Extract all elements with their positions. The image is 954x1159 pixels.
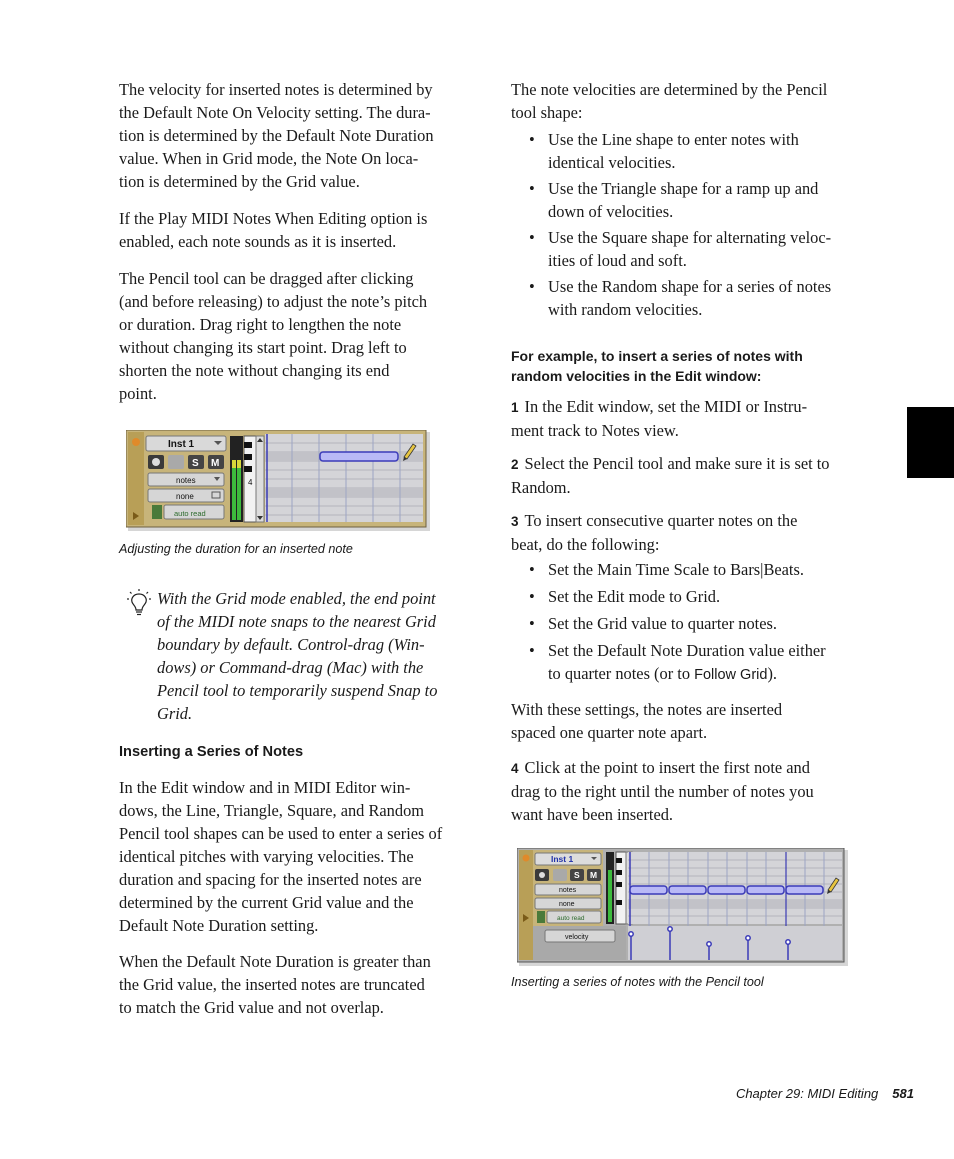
figure-caption-2: Inserting a series of notes with the Pencil tool <box>511 975 764 989</box>
midi-note[interactable] <box>630 886 667 894</box>
paragraph-pencil-drag: The Pencil tool can be dragged after clicking (and before releasing) to adjust the note’s pitch or duration. Drag right to lengthen the note without changing its start point. Drag left to shorten the note without changing its end point. <box>119 269 428 403</box>
paragraph-duration-truncate: When the Default Note Duration is greater than the Grid value, the inserted notes are truncated to match the Grid value and not overlap. <box>119 952 431 1017</box>
paragraph-settings-result: With these settings, the notes are inserted spaced one quarter note apart. <box>511 700 783 742</box>
svg-text:notes: notes <box>559 887 577 894</box>
vertical-scrollbar[interactable] <box>256 436 264 522</box>
svg-text:4: 4 <box>248 478 253 487</box>
velocity-stalk[interactable] <box>707 942 711 946</box>
automation-icon <box>537 911 545 923</box>
velocity-stalk[interactable] <box>629 932 633 936</box>
chapter-title: Chapter 29: MIDI Editing <box>735 1086 879 1101</box>
svg-text:auto read: auto read <box>557 915 585 922</box>
step-4: 4 Click at the point to insert the first note and drag to the right until the number of notes you want have been inserted. <box>511 758 814 824</box>
list-item: • Use the Line shape to enter notes with identical velocities. <box>511 128 881 174</box>
step-2: 2 Select the Pencil tool and make sure it is set to Random. <box>511 454 830 497</box>
velocity-stalk[interactable] <box>746 936 750 940</box>
midi-note[interactable] <box>708 886 745 894</box>
svg-text:M: M <box>590 870 598 880</box>
paragraph-velocity-shape: The note velocities are determined by the Pencil tool shape: <box>511 80 828 122</box>
svg-text:none: none <box>559 901 575 908</box>
step-3: 3 To insert consecutive quarter notes on the beat, do the following: <box>511 511 798 554</box>
input-button[interactable] <box>168 455 184 469</box>
svg-text:auto read: auto read <box>174 509 206 518</box>
track-menu-icon[interactable] <box>523 855 530 862</box>
tip-grid-snap: With the Grid mode enabled, the end point of the MIDI note snaps to the nearest Grid boundary by default. Control-drag (Win- dows) or Command-drag (Mac) with the Pencil tool to temporarily suspend Snap to Grid. <box>157 589 438 723</box>
track-name: Inst 1 <box>168 439 195 450</box>
svg-text:S: S <box>574 870 580 880</box>
chapter-thumb-tab <box>907 407 954 478</box>
figure-series-notes <box>517 848 849 967</box>
tip-lightbulb-icon <box>126 588 152 618</box>
list-item: • Set the Grid value to quarter notes. <box>511 612 881 635</box>
svg-text:S: S <box>192 458 199 469</box>
svg-text:M: M <box>211 458 220 469</box>
list-item: • Set the Main Time Scale to Bars|Beats. <box>511 558 881 581</box>
list-item: • Set the Edit mode to Grid. <box>511 585 881 608</box>
example-heading: For example, to insert a series of notes with random velocities in the Edit window: <box>511 348 803 384</box>
page-number: 581 <box>892 1086 914 1101</box>
automation-icon <box>152 505 162 519</box>
midi-note[interactable] <box>786 886 823 894</box>
track-menu-icon[interactable] <box>132 438 140 446</box>
list-item: • Set the Default Note Duration value either to quarter notes (or to Follow Grid). <box>511 639 881 687</box>
figure-adjust-duration <box>126 430 431 532</box>
midi-note[interactable] <box>320 452 398 461</box>
list-item: • Use the Square shape for alternating veloc- ities of loud and soft. <box>511 226 881 272</box>
input-button[interactable] <box>553 869 567 881</box>
shape-bullet-list <box>511 128 881 321</box>
page-footer <box>736 1086 914 1101</box>
midi-note[interactable] <box>747 886 784 894</box>
paragraph-velocity-intro: The velocity for inserted notes is determined by the Default Note On Velocity setting. The dura- tion is determined by the Default Note Duration value. When in Grid mode, the Note On loca- tion is determined by the Grid value. <box>119 80 434 191</box>
figure-caption-1: Adjusting the duration for an inserted note <box>119 542 353 556</box>
velocity-stalk[interactable] <box>668 927 672 931</box>
paragraph-play-midi: If the Play MIDI Notes When Editing option is enabled, each note sounds as it is inserted. <box>119 209 428 251</box>
svg-text:velocity: velocity <box>565 934 589 941</box>
step-1: 1 In the Edit window, set the MIDI or Instru- ment track to Notes view. <box>511 397 808 440</box>
midi-note[interactable] <box>669 886 706 894</box>
note-grid[interactable] <box>265 434 423 522</box>
list-item: • Use the Triangle shape for a ramp up and down of velocities. <box>511 177 881 223</box>
settings-bullet-list <box>511 558 881 687</box>
svg-text:Inst 1: Inst 1 <box>551 854 574 864</box>
section-heading: Inserting a Series of Notes <box>119 744 304 760</box>
svg-text:notes: notes <box>176 476 196 485</box>
svg-text:none: none <box>176 492 194 501</box>
paragraph-series-intro: In the Edit window and in MIDI Editor win- dows, the Line, Triangle, Square, and Random Pencil tool shapes can be used to enter a series of identical pitches with varying velocities. The duration and spacing for the inserted notes are determined by the current Grid value and the Default Note Duration setting. <box>119 778 443 935</box>
level-meter <box>230 436 243 522</box>
velocity-stalk[interactable] <box>786 940 790 944</box>
inserted-notes <box>630 886 823 894</box>
velocity-lane[interactable] <box>628 926 842 960</box>
list-item: • Use the Random shape for a series of notes with random velocities. <box>511 275 881 321</box>
